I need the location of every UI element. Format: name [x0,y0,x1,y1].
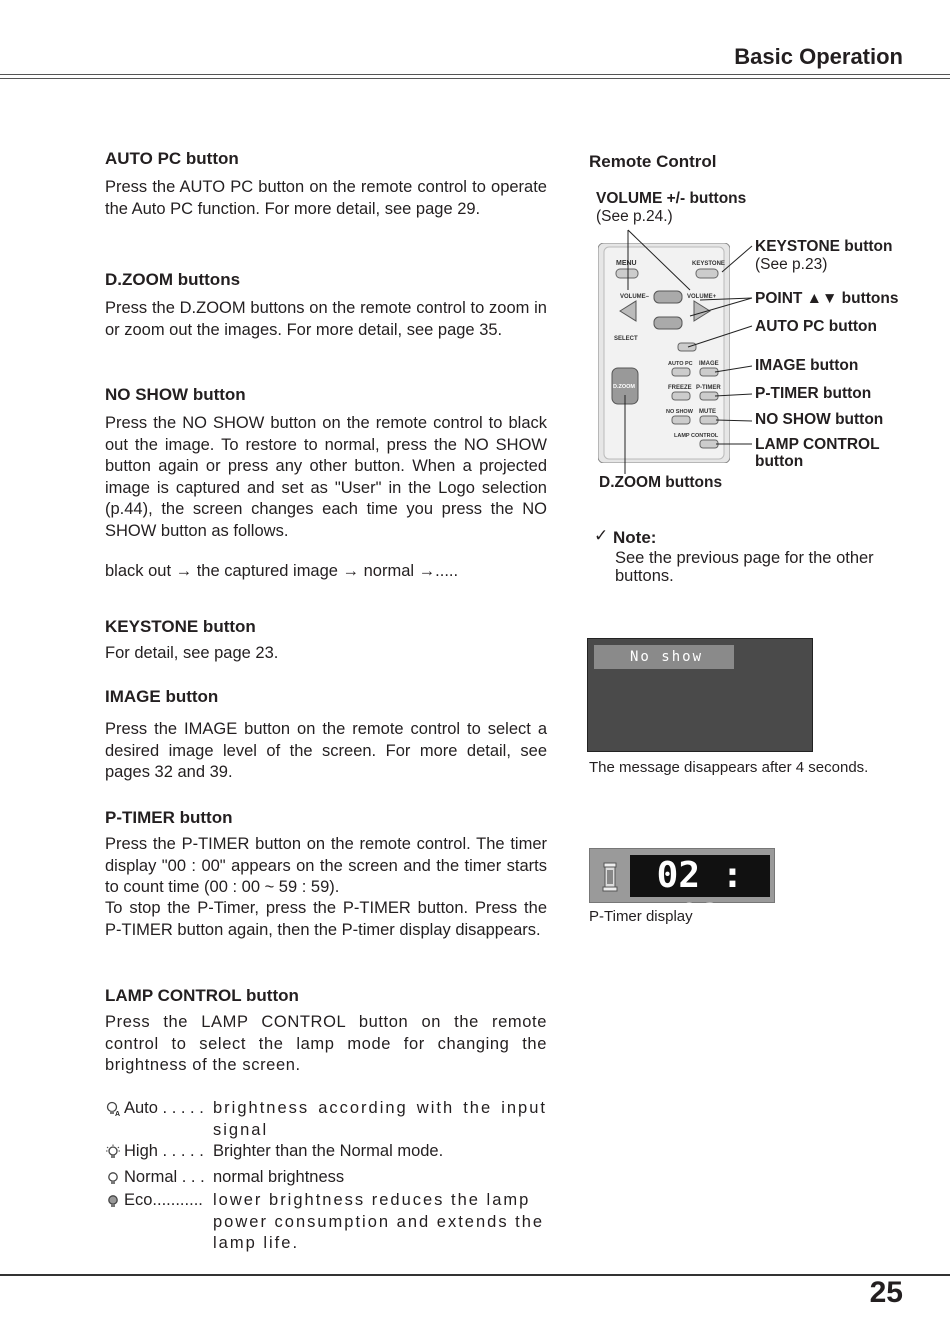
callout-keystone: KEYSTONE button [755,238,893,255]
no-show-body: Press the NO SHOW button on the remote control to black out the image. To restore to normal, press the NO SHOW button again or press any other button. When a projected image is captured and set as "User" in the Logo selection (p.44), the screen changes each time you press the NO SHOW button as follows. [105,414,547,540]
header-rule [0,74,950,75]
footer-rule [0,1274,950,1276]
no-show-screen [587,638,813,752]
lamp-high-icon [105,1144,121,1160]
remote-label-dzoom: D.ZOOM [613,384,635,390]
page-number: 25 [869,1276,903,1309]
lamp-mode-name: Auto . . . . . [124,1099,204,1117]
remote-label-volume-minus: VOLUME– [620,294,650,300]
lamp-mode-desc: Brighter than the Normal mode. [213,1142,444,1160]
auto-pc-heading: AUTO PC button [105,149,239,168]
header-rule-secondary [0,78,950,79]
remote-label-volume-plus: VOLUME+ [687,294,717,300]
remote-control-illustration [598,243,730,463]
no-show-label: No show [594,645,734,669]
callout-auto-pc: AUTO PC button [755,318,877,335]
dzoom-heading: D.ZOOM buttons [105,270,241,289]
remote-label-mute: MUTE [699,409,716,415]
remote-label-menu: MENU [616,260,637,267]
note-heading: Note: [613,528,657,547]
dzoom-body: Press the D.ZOOM buttons on the remote control to zoom in or zoom out the images. For more detail, see page 35. [105,299,547,339]
remote-label-no-show: NO SHOW [666,409,693,415]
remote-label-freeze: FREEZE [668,385,692,391]
ptimer-body-stop: To stop the P-Timer, press the P-TIMER button. Press the P-TIMER button again, then the P-timer display disappears. [105,899,547,939]
page-header-title: Basic Operation [734,44,903,69]
callout-no-show: NO SHOW button [755,411,884,428]
remote-label-keystone: KEYSTONE [692,261,725,267]
callout-dzoom: D.ZOOM buttons [599,474,723,491]
no-show-heading: NO SHOW button [105,385,246,404]
keystone-body: For detail, see page 23. [105,644,279,662]
callout-lamp-control-2: button [755,453,804,470]
ptimer-heading: P-TIMER button [105,808,233,827]
lamp-mode-name: Eco........... [124,1191,203,1209]
auto-pc-body: Press the AUTO PC button on the remote control to operate the Auto PC function. For more detail, see page 29. [105,178,547,218]
lamp-eco-icon [105,1193,121,1209]
ptimer-body: Press the P-TIMER button on the remote control. The timer display "00 : 00" appears on the screen and the timer starts to count time (00 : 00 ~ 59 : 59). [105,835,547,896]
callout-volume-ref: (See p.24.) [596,208,673,225]
lamp-normal-icon [105,1170,121,1186]
lamp-auto-icon [105,1101,121,1117]
ptimer-time: 02 : 02 [630,855,770,897]
no-show-sequence: black out → the captured image → normal →..... [105,562,459,580]
lamp-heading: LAMP CONTROL button [105,986,299,1005]
callout-lamp-control: LAMP CONTROL [755,436,880,453]
image-body: Press the IMAGE button on the remote control to select a desired image level of the screen. For more detail, see pages 32 and 39. [105,720,547,781]
callout-point: POINT ▲▼ buttons [755,290,899,307]
remote-label-lamp-control: LAMP CONTROL [674,433,719,439]
lamp-body: Press the LAMP CONTROL button on the remote control to select the lamp mode for changing the brightness of the screen. [105,1013,547,1074]
note-body: See the previous page for the other buttons. [615,549,874,585]
callout-image: IMAGE button [755,357,859,374]
remote-label-ptimer: P-TIMER [696,385,721,391]
lamp-mode-desc: brightness according with the input signal [213,1099,547,1139]
lamp-mode-name: Normal . . . [124,1168,205,1186]
lamp-mode-desc: lower brightness reduces the lamp power consumption and extends the lamp life. [213,1191,545,1252]
callout-volume: VOLUME +/- buttons [596,190,747,207]
remote-label-auto-pc: AUTO PC [668,361,693,367]
lamp-mode-name: High . . . . . [124,1142,204,1160]
lamp-mode-desc: normal brightness [213,1168,345,1186]
remote-label-image: IMAGE [699,361,719,367]
image-heading: IMAGE button [105,687,219,706]
ptimer-caption: P-Timer display [589,908,693,925]
callout-ptimer: P-TIMER button [755,385,872,402]
remote-control-title: Remote Control [589,152,717,171]
callout-keystone-ref: (See p.23) [755,256,828,273]
svg-text:A: A [115,1111,121,1117]
timer-icon [600,862,620,892]
no-show-caption: The message disappears after 4 seconds. [589,759,869,776]
remote-label-select: SELECT [614,336,638,342]
note-check-icon: ✓ [594,526,609,545]
keystone-heading: KEYSTONE button [105,617,256,636]
